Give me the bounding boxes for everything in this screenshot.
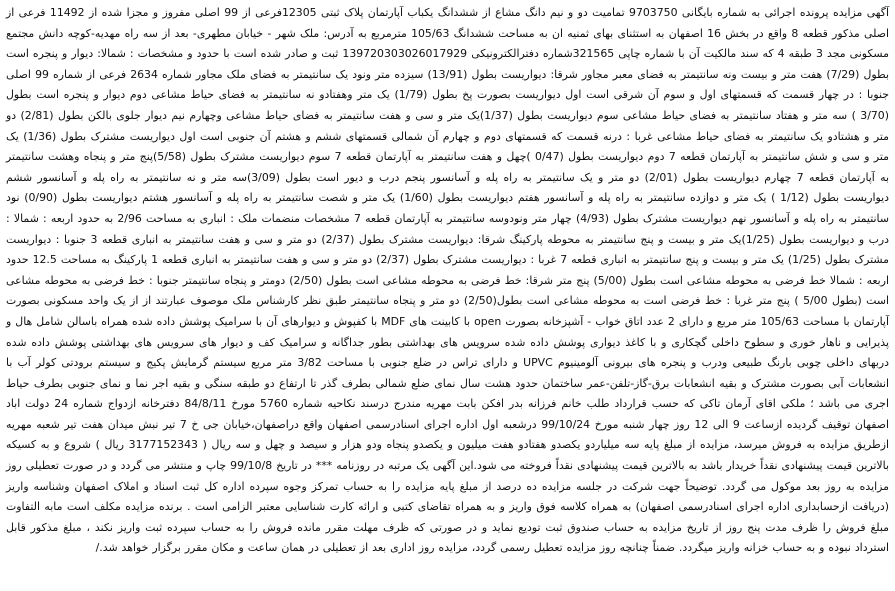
auction-notice [6, 3, 889, 588]
notice-body: آگهی مزایده پرونده اجرائی به شماره بایگانی 9703750 تمامیت دو و نیم دانگ مشاع از ششدانگ یکباب آپارتمان پلاک ثبتی 12305فرعی از 99 اصلی مفروز و مجزا شده از 11492 فرعی از اصلی مذکور قطعه 8 واقع در بخش 16 اصفهان به استثنای بهای ثمنیه ان به مساحت ششدانگ 105/63 مترمربع به آدرس: ملک شهر - خیابان مطهری- بعد از سه راه مهدیه-کوچه دانش مجتمع مسکونی مجد 3 طبقه 4 که سند مالکیت آن با شماره چاپی 321565شماره دفترالکترونیکی 139720303026017929 ثبت و صادر شده است با حدود و مشخصات : شمالا: دیوار و پنجره است بطول (7/29) هفت متر و بیست ونه سانتیمتر به فضای معبر مجاور شرقا: دیواریست بطول (13/91) سیزده متر ونود یک سانتیمتر به فضای ملک مجاور شماره 2634 فرعی از شماره 99 اصلی جنوبا : در چهار قسمت که قسمتهای اول و سوم آن شرقی است اول دیواریست بصورت پخ بطول (1/79) یک متر وهفتادو نه سانتیمتر به فضای حیاط مشاعی دوم دیوار و پنجره است بطول (3/70 ) سه متر و هفتاد سانتیمتر به فضای حیاط مشاعی سوم دیواریست بطول (1/37)یک متر و سی و هفت سانتیمتر به فضای حیاط مشاعی وچهارم نیم دیوار جلوی بالکن بطول (2/81) دو متر و هشتادو یک سانتیمتر به فضای حیاط مشاعی غربا : درنه قسمت که قسمتهای دوم و چهارم آن شمالی قسمتهای ششم و هشتم آن جنوبی است اول دیواریست مشترک بطول (1/36) یک متر و سی و شش سانتیمتر به آپارتمان قطعه 7 دوم دیواریست بطول (0/47 )چهل و هفت سانتیمتر به آپارتمان قطعه 7 سوم دیواریست مشترک بطول (5/58)پنج متر و پنجاه وهشت سانتیمتر به آپارتمان قطعه 7 چهارم دیواریست بطول (2/01) دو متر و یک سانتیمتر به راه پله و آسانسور پنجم درب و دیور است بطول (3/09)سه متر و نه سانتیمتر به راه پله و آسانسور ششم دیواریست بطول (1/12 ) یک متر و دوازده سانتیمتر به راه پله و آسانسور هفتم دیواریست بطول (1/60) یک متر و شصت سانتیمتر به راه پله و آسانسور هشتم دیواریست بطول (0/90) نود سانتیمتر به راه پله و آسانسور نهم دیواریست مشترک بطول (4/93) چهار متر ونودوسه سانتیمتر به آپارتمان قطعه 7 مشخصات منضمات ملک : انباری به مساحت 2/96 به حدود اربعه : شمالا : درب و دیواریست بطول (1/25)یک متر و بیست و پنج سانتیمتر به محوطه پارکینگ شرقا: دیواریست مشترک بطول (2/37) دو متر و سی و هفت سانتیمتر به انباری قطعه 3 جنوبا : دیواریست مشترک بطول (1/25) یک متر و بیست و پنج سانتیمتر به انباری قطعه 7 غربا : دیواریست مشترک بطول (2/37) دو متر و سی و هفت سانتیمتر به انباری قطعه 1 پارکینگ به مساحت 12.5 حدود اربعه : شمالا خط فرضی به محوطه مشاعی است بطول (5/00) پنج متر شرقا: خط فرضی به محوطه مشاعی است بطول (2/50) دومتر و پنجاه سانتیمتر جنوبا : خط فرضی به محوطه مشاعی است (بطول 5/00 ) پنج متر غربا : خط فرضی است به محوطه مشاعی است بطول(2/50) دو متر و پنجاه سانتیمتر طبق نظر کارشناس ملک موصوف عبارتند از از یک واحد مسکونی بصورت آپارتمان با مساحت 105/63 متر مربع و دارای 2 عدد اتاق خواب - آشپزخانه بصورت open با کابینت های MDF با کفپوش و دیوارهای آن با سرامیک پوشش داده شده همراه باسالن شامل هال و پذیرایی و ناهار خوری و سطوح داخلی گچکاری و با کاغذ دیواری پوشش داده شده سرویس های بهداشتی بطور جداگانه و سرامیک کف و دیوار های سرویس های بهداشتی پوشش داده شده دربهای داخلی چوبی بارنگ طبیعی ودرب و پنجره های بیرونی آلومینیوم UPVC و دارای تراس در ضلع جنوبی با مساحت 3/82 متر مربع سیستم گرمایش پکیج و سیستم برودتی کولر آب با انشعابات آبی بصورت مشترک و بقیه انشعابات برق-گاز-تلفن-عمر ساختمان حدود هشت سال نمای ضلع شمالی بطرف گذر تا ارتفاع دو طبقه سنگی و بقیه اجر نما و نمای جنوبی بطرف حیاط اجری می باشد ؛ ملکی اقای آرمان تاکی که حسب قرارداد طلب خانم فرزانه بدر افکن بابت مهریه مندرج درسند نکاحیه شماره 5760 مورخ 84/8/11 دفترخانه ازدواج شماره 24 دولت اباد اصفهان توقیف گردیده ازساعت 9 الی 12 روز چهار شنبه مورخ 99/10/24 درشعبه اول اداره اجرای اسنادرسمی اصفهان واقع دراصفهان،خیابان جی خ 7 تیر نبش میدان هفت تیر شعبه مهریه ازطریق مزایده به فروش میرسد، مزایده از مبلغ پایه سه میلیاردو یکصدو هفتادو هفت میلیون و یکصدو پنجاه ودو هزار و سیصد و چهل و سه ریال ( 3177152343 ریال ) شروع و به کسیکه بالاترین قیمت پیشنهادی نقداً خریدار باشد به بالاترین قیمت پیشنهادی نقداً فروخته می شود.این آگهی یک مرتبه در روزنامه *** در تاریخ 99/10/8 چاپ و منتشر می گردد و در صورت تعطیلی روز مزایده به روز بعد موکول می گردد. توضیحاً جهت شرکت در جلسه مزایده ده درصد از مبلغ پایه مزایده را به حساب تمرکز وجوه سپرده اداره کل ثبت اسناد و املاک اصفهان وشناسه واریز (دریافت ازحسابداری اداره اجرای اسنادرسمی اصفهان) به همراه کلاسه فوق واریز و به همراه تقاضای کتبی و ارائه کارت شناسایی معتبر الزامی است . برنده مزایده مکلف است مابه التفاوت مبلغ فروش را ظرف مدت پنج روز از تاریخ مزایده به حساب صندوق ثبت تودیع نماید و در صورتی که ظرف مهلت مقرر مانده فروش را به حساب سپرده ثبت واریز نکند ، مبلغ مذکور قابل استرداد نبوده و به حساب خزانه واریز میگردد. ضمناً چنانچه روز مزایده تعطیل رسمی گردد، مزایده روز اداری بعد از تعطیلی در همان ساعت و مکان مقرر برگزار خواهد شد./ [6, 6, 890, 555]
